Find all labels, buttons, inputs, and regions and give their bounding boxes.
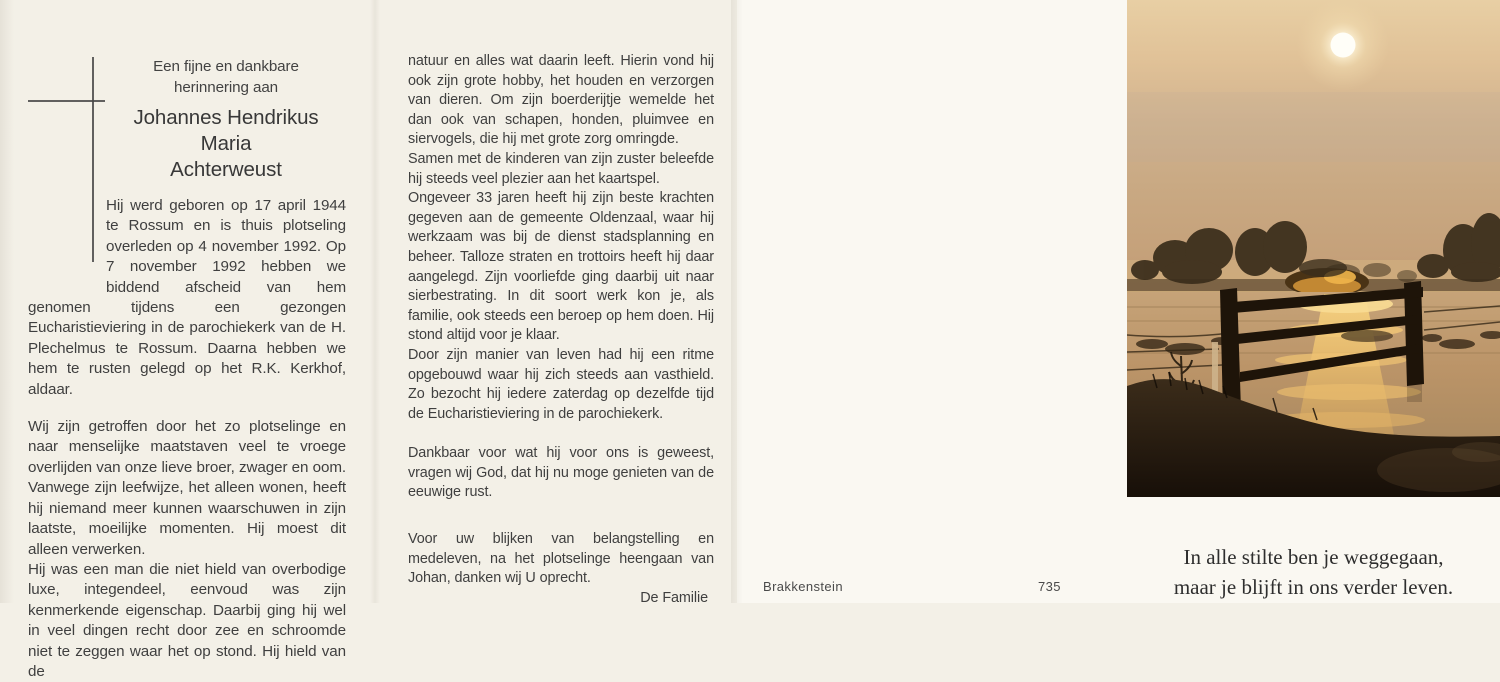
memorial-paragraph: Door zijn manier van leven had hij een ritme opgebouwd waar hij zich steeds aan vasthield. Zo bezocht hij iedere zaterdag op dezelfde tijd de Eucharistieviering in de parochiekerk. [408,346,714,422]
memorial-paragraph: Hij was een man die niet hield van overbodige luxe, integendeel, eenvoud was zijn kenmerkende eigenschap. Daarbij ging hij wel in veel dingen recht door zee en schroomde niet te zeggen waar het op stond. Hij hield van de [28,560,346,680]
cross-icon [92,57,94,262]
left-edge-shadow [0,0,14,603]
epitaph-line-1: In alle stilte ben je weggegaan, [1183,545,1444,569]
name-line-1: Johannes Hendrikus Maria [133,106,319,155]
fold-line [731,0,743,603]
epitaph-line-2: maar je blijft in ons verder leven. [1173,575,1454,599]
memorial-paragraph: natuur en alles wat daarin leeft. Hierin vond hij ook zijn grote hobby, het houden en verzorgen van dieren. Om zijn boerderijtje wemelde het dan ook van schapen, honden, pluimvee en siervogels, die hij met grote zorg omringde. [408,53,714,148]
name-line-2: Achterweust [170,158,282,181]
card-number: 735 [1038,579,1061,594]
intro-line-1: Een fijne en dankbare [153,58,299,75]
signature: De Familie [640,589,708,606]
memorial-paragraph: Ongeveer 33 jaren heeft hij zijn beste krachten gegeven aan de gemeente Oldenzaal, waar hij werkzaam was bij de dienst stadsplanning en beheer. Talloze straten en trottoirs heeft hij daar aangelegd. Zijn voorliefde ging daarbij uit naar sierbestrating. In dit soort werk kon je, als familie, ook steeds een beroep op hem doen. Hij stond altijd voor je klaar. [408,190,714,344]
intro-line-2: herinnering aan [173,79,279,96]
middle-panel [408,0,714,606]
memorial-paragraph: Dankbaar voor wat hij voor ons is geweest, vragen wij God, dat hij nu moge genieten van de eeuwige rust. [408,445,714,501]
cross-icon [28,100,105,102]
epitaph [1127,542,1500,602]
memorial-paragraph: Wij zijn getroffen door het zo plotselinge en naar menselijke maatstaven veel te vroege overlijden van onze lieve broer, zwager en oom. Vanwege zijn leefwijze, het alleen wonen, heeft hij niemand meer kunnen waarschuwen in zijn laatste, moeilijke momenten. Hij moest dit alleen verwerken. [28,418,346,558]
light-post [1212,342,1218,394]
cross-spacer [28,0,106,288]
publisher-imprint: Brakkenstein [763,579,843,594]
memorial-paragraph: Voor uw blijken van belangstelling en medeleven, na het plotselinge heengaan van Johan, danken wij U oprecht. [408,531,714,587]
sunset-photo [1127,0,1500,497]
memorial-paragraph: Hij werd geboren op 17 april 1944 te Rossum en is thuis plotseling overleden op 4 november 1992. Op 7 november 1992 hebben we biddend afscheid van hem genomen tijdens een gezongen Eucharistieviering in de parochiekerk van de H. Plechelmus te Rossum. Daarna hebben we hem te rusten gelegd op het R.K. Kerkhof, aldaar. [28,197,346,398]
left-panel [28,0,346,680]
memorial-paragraph: Samen met de kinderen van zijn zuster beleefde hij steeds veel plezier aan het kaartspel. [408,150,714,187]
fold-line [370,0,380,603]
